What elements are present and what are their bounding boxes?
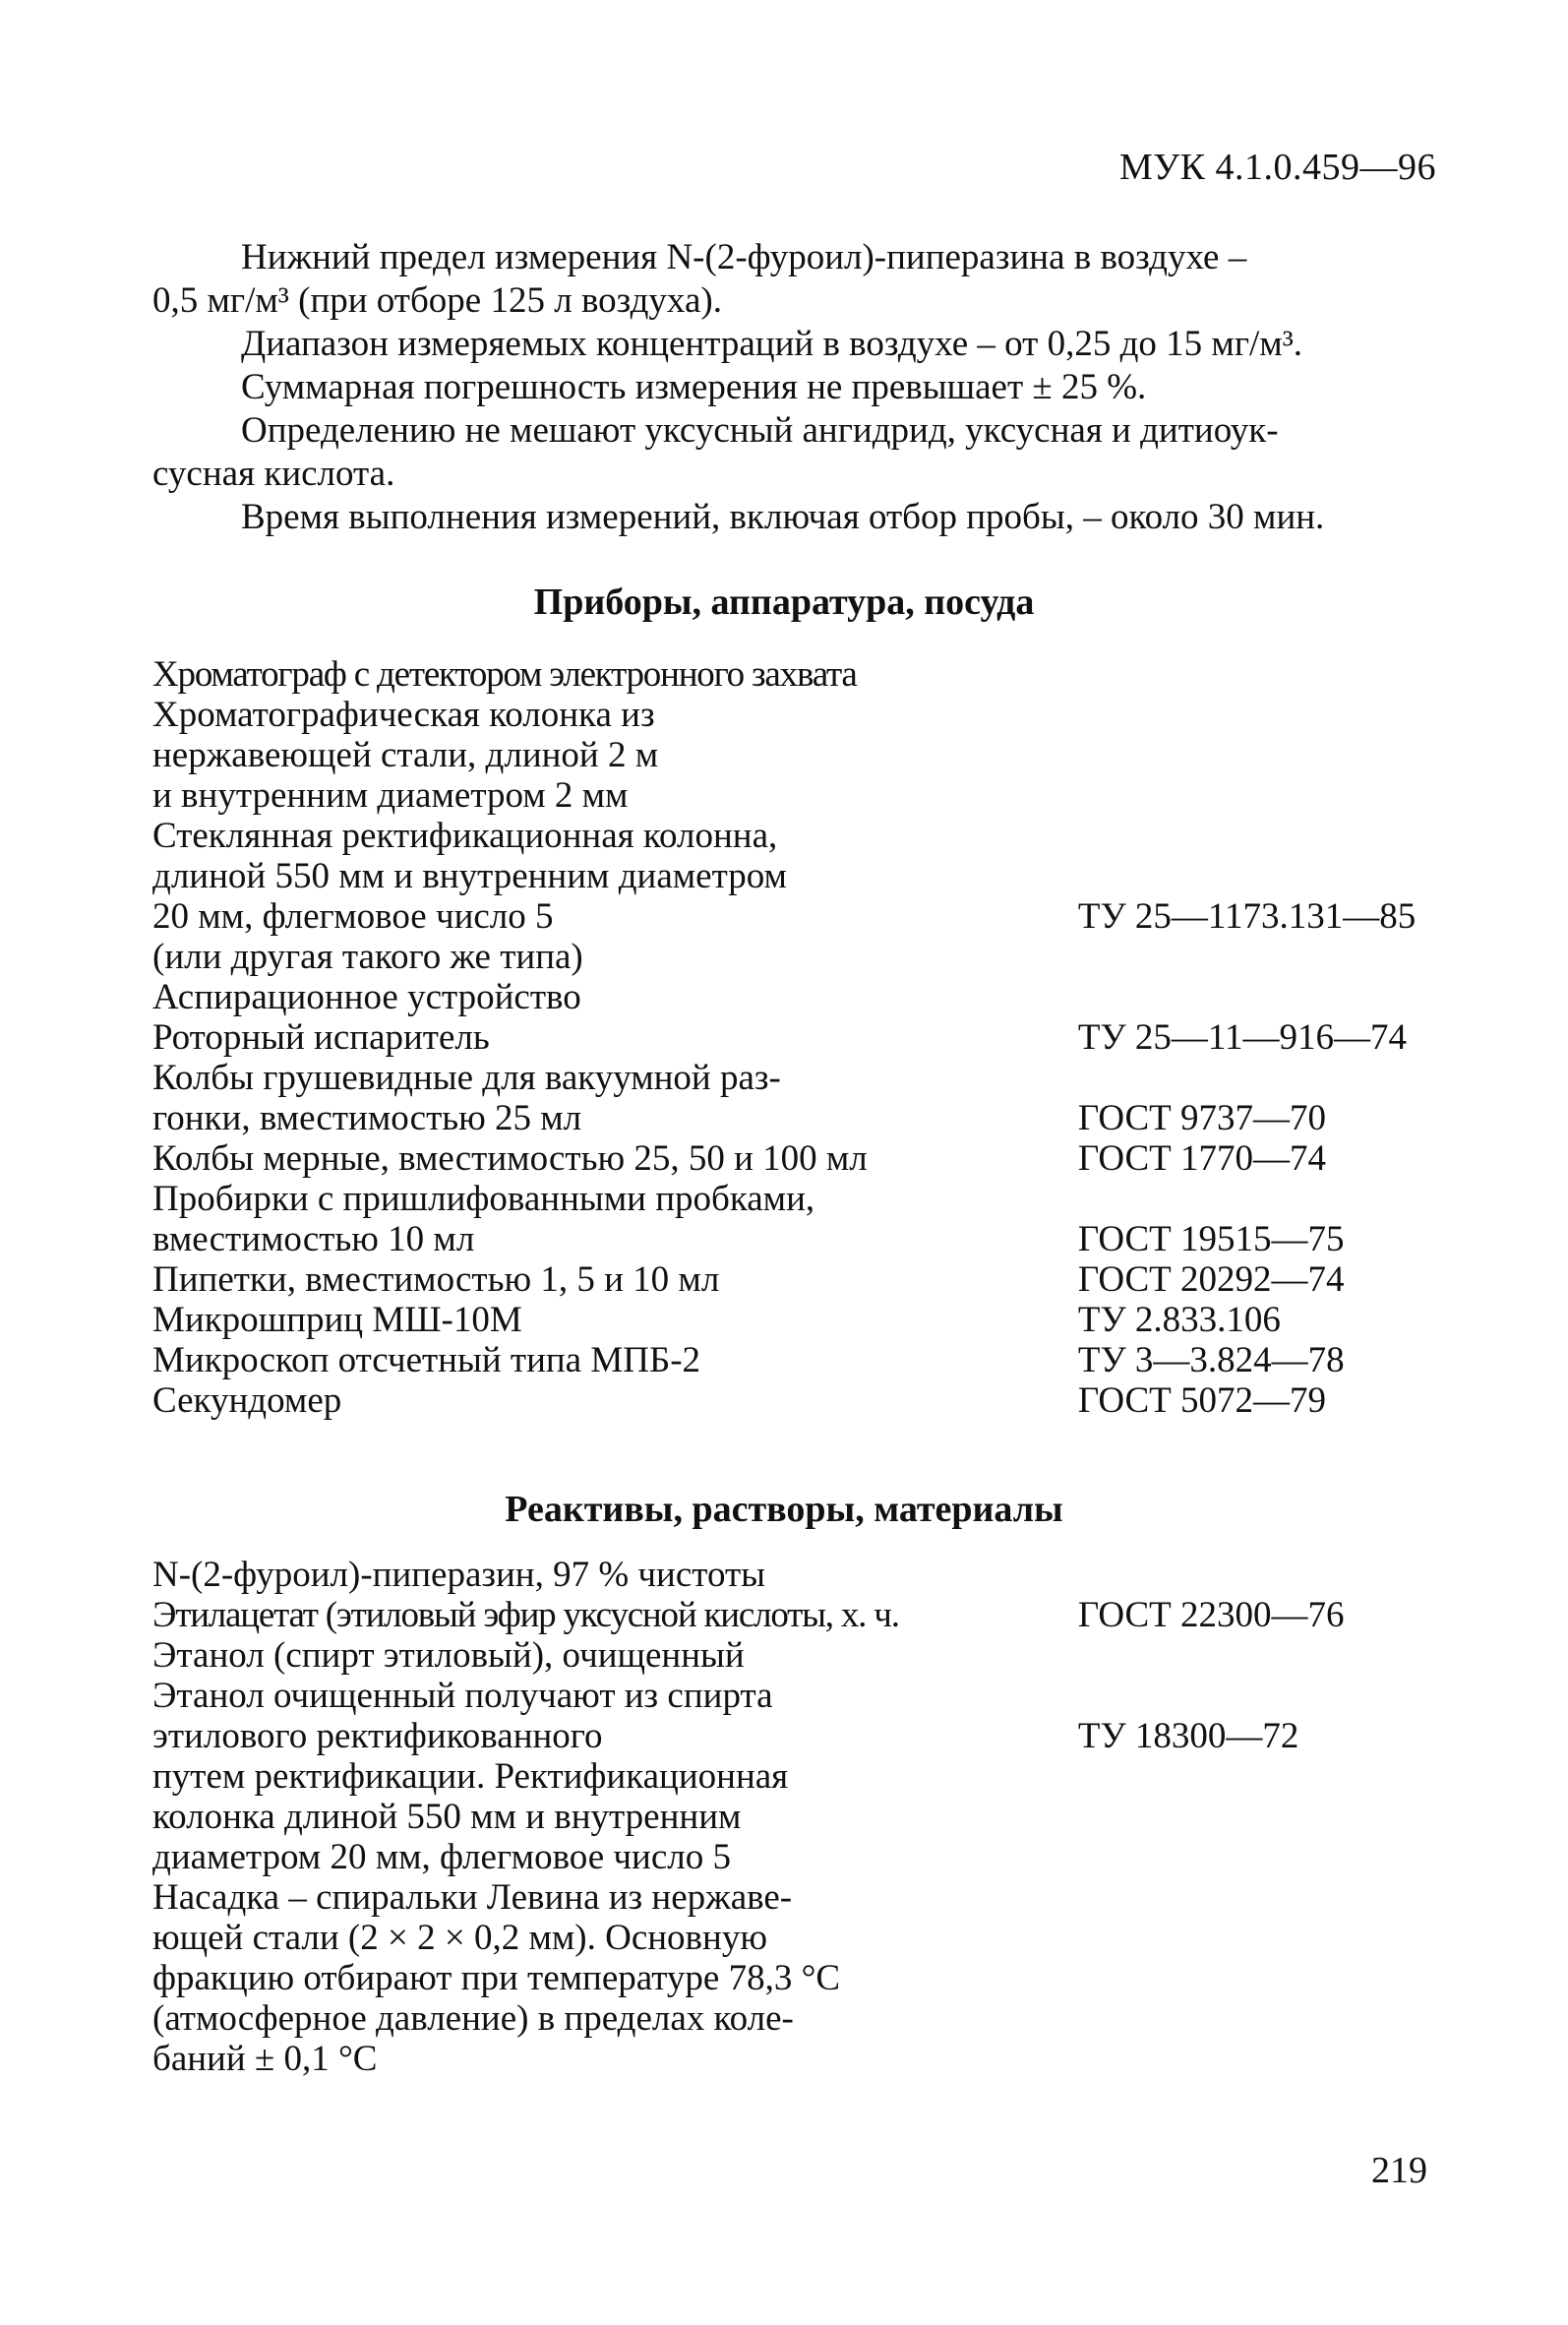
item-label: Микрошприц МШ-10М (152, 1300, 522, 1340)
item-standard: ТУ 3—3.824—78 (1077, 1340, 1345, 1380)
document-code: МУК 4.1.0.459—96 (1118, 147, 1436, 188)
item-label: Роторный испаритель (152, 1017, 490, 1058)
item-label: (атмосферное давление) в пределах коле- (152, 1998, 794, 2039)
list-item (152, 1797, 1441, 1837)
list-item (152, 735, 1441, 775)
intro-text (152, 236, 1436, 539)
item-label: Пробирки с пришлифованными пробками, (152, 1179, 815, 1219)
list-item (152, 775, 1441, 816)
item-standard: ТУ 2.833.106 (1077, 1300, 1281, 1340)
list-item (152, 977, 1441, 1017)
item-label: этилового ректификованного (152, 1716, 603, 1756)
item-label: Пипетки, вместимостью 1, 5 и 10 мл (152, 1259, 720, 1300)
list-item (152, 695, 1441, 735)
list-item (152, 1555, 1441, 1595)
item-standard (1078, 735, 1441, 775)
item-standard: ГОСТ 9737—70 (1077, 1098, 1327, 1138)
item-label: 20 мм, флегмовое число 5 (152, 896, 554, 937)
reagents-heading: Реактивы, растворы, материалы (505, 1489, 1063, 1530)
item-label: вместимостью 10 мл (152, 1219, 475, 1259)
list-item (152, 654, 1441, 695)
item-standard (1078, 695, 1441, 735)
item-label: гонки, вместимостью 25 мл (152, 1098, 582, 1138)
item-label: Колбы грушевидные для вакуумной раз- (152, 1058, 781, 1098)
item-label: длиной 550 мм и внутренним диаметром (152, 856, 787, 896)
item-label: фракцию отбирают при температуре 78,3 °С (152, 1958, 841, 1998)
item-label: Хроматографическая колонка из (152, 695, 655, 735)
intro-line: сусная кислота. (152, 454, 395, 494)
item-label: Насадка – спиральки Левина из нержаве- (152, 1877, 793, 1918)
item-label: Этилацетат (этиловый эфир уксусной кислоты, х. ч. (152, 1595, 899, 1635)
item-standard: ТУ 25—11—916—74 (1077, 1017, 1408, 1058)
item-label: диаметром 20 мм, флегмовое число 5 (152, 1837, 731, 1877)
item-standard (1078, 937, 1441, 977)
item-label: Аспирационное устройство (152, 977, 581, 1017)
list-item (152, 1179, 1441, 1219)
list-item (152, 1259, 1441, 1300)
item-label: ющей стали (2 × 2 × 0,2 мм). Основную (152, 1918, 767, 1958)
item-label: Микроскоп отсчетный типа МПБ-2 (152, 1340, 701, 1380)
item-standard: ГОСТ 19515—75 (1077, 1219, 1345, 1259)
intro-line: 0,5 мг/м³ (при отборе 125 л воздуха). (152, 280, 722, 321)
list-item (152, 856, 1441, 896)
item-label: Колбы мерные, вместимостью 25, 50 и 100 мл (152, 1138, 868, 1179)
intro-line: Диапазон измеряемых концентраций в воздухе – от 0,25 до 15 мг/м³. (241, 324, 1303, 364)
list-item (152, 937, 1441, 977)
reagents-list (152, 1555, 1441, 2079)
intro-line: Суммарная погрешность измерения не превышает ± 25 %. (241, 367, 1147, 407)
intro-line: Нижний предел измерения N-(2-фуроил)-пиперазина в воздухе – (241, 237, 1247, 277)
item-standard: ГОСТ 1770—74 (1077, 1138, 1327, 1179)
item-label: Этанол (спирт этиловый), очищенный (152, 1635, 745, 1676)
list-item (152, 1219, 1441, 1259)
item-standard (1078, 977, 1441, 1017)
item-standard (1078, 1797, 1441, 1837)
item-label: Секундомер (152, 1380, 342, 1421)
item-standard (1078, 775, 1441, 816)
item-label: путем ректификации. Ректификационная (152, 1756, 789, 1797)
item-label: Этанол очищенный получают из спирта (152, 1676, 773, 1716)
equipment-heading: Приборы, аппаратура, посуда (533, 581, 1035, 623)
page-number: 219 (1371, 2150, 1427, 2191)
list-item (152, 1138, 1441, 1179)
item-label: и внутренним диаметром 2 мм (152, 775, 629, 816)
list-item (152, 816, 1441, 856)
item-standard (1078, 654, 1441, 695)
list-item (152, 1918, 1441, 1958)
item-standard (1078, 2039, 1441, 2079)
item-standard: ГОСТ 5072—79 (1077, 1380, 1327, 1421)
item-standard (1078, 856, 1441, 896)
item-standard: ТУ 25—1173.131—85 (1077, 896, 1417, 937)
item-standard (1078, 1958, 1441, 1998)
list-item (152, 1676, 1441, 1716)
list-item (152, 896, 1441, 937)
list-item (152, 1017, 1441, 1058)
list-item (152, 1300, 1441, 1340)
item-standard (1078, 1837, 1441, 1877)
list-item (152, 1998, 1441, 2039)
equipment-list (152, 654, 1441, 1421)
item-standard (1078, 1756, 1441, 1797)
list-item (152, 1837, 1441, 1877)
item-standard (1078, 1179, 1441, 1219)
list-item (152, 1098, 1441, 1138)
list-item (152, 1716, 1441, 1756)
list-item (152, 1340, 1441, 1380)
item-label: (или другая такого же типа) (152, 937, 583, 977)
intro-line: Время выполнения измерений, включая отбор пробы, – около 30 мин. (241, 497, 1325, 537)
item-standard (1078, 1676, 1441, 1716)
item-standard (1078, 1877, 1441, 1918)
item-label: N-(2-фуроил)-пиперазин, 97 % чистоты (152, 1555, 765, 1595)
item-label: нержавеющей стали, длиной 2 м (152, 735, 659, 775)
item-standard: ТУ 18300—72 (1077, 1716, 1299, 1756)
item-label: Стеклянная ректификационная колонна, (152, 816, 778, 856)
list-item (152, 1595, 1441, 1635)
list-item (152, 2039, 1441, 2079)
list-item (152, 1380, 1441, 1421)
item-label: Хроматограф с детектором электронного захвата (152, 654, 857, 695)
list-item (152, 1958, 1441, 1998)
list-item (152, 1756, 1441, 1797)
item-label: колонка длиной 550 мм и внутренним (152, 1797, 742, 1837)
list-item (152, 1635, 1441, 1676)
list-item (152, 1058, 1441, 1098)
item-standard (1078, 1635, 1441, 1676)
item-standard (1078, 816, 1441, 856)
item-label: баний ± 0,1 °С (152, 2039, 378, 2079)
intro-line: Определению не мешают уксусный ангидрид, уксусная и дитиоук- (241, 410, 1279, 451)
list-item (152, 1877, 1441, 1918)
item-standard (1078, 1555, 1441, 1595)
item-standard (1078, 1918, 1441, 1958)
item-standard (1078, 1998, 1441, 2039)
item-standard (1078, 1058, 1441, 1098)
item-standard: ГОСТ 20292—74 (1077, 1259, 1345, 1300)
item-standard: ГОСТ 22300—76 (1077, 1595, 1345, 1635)
